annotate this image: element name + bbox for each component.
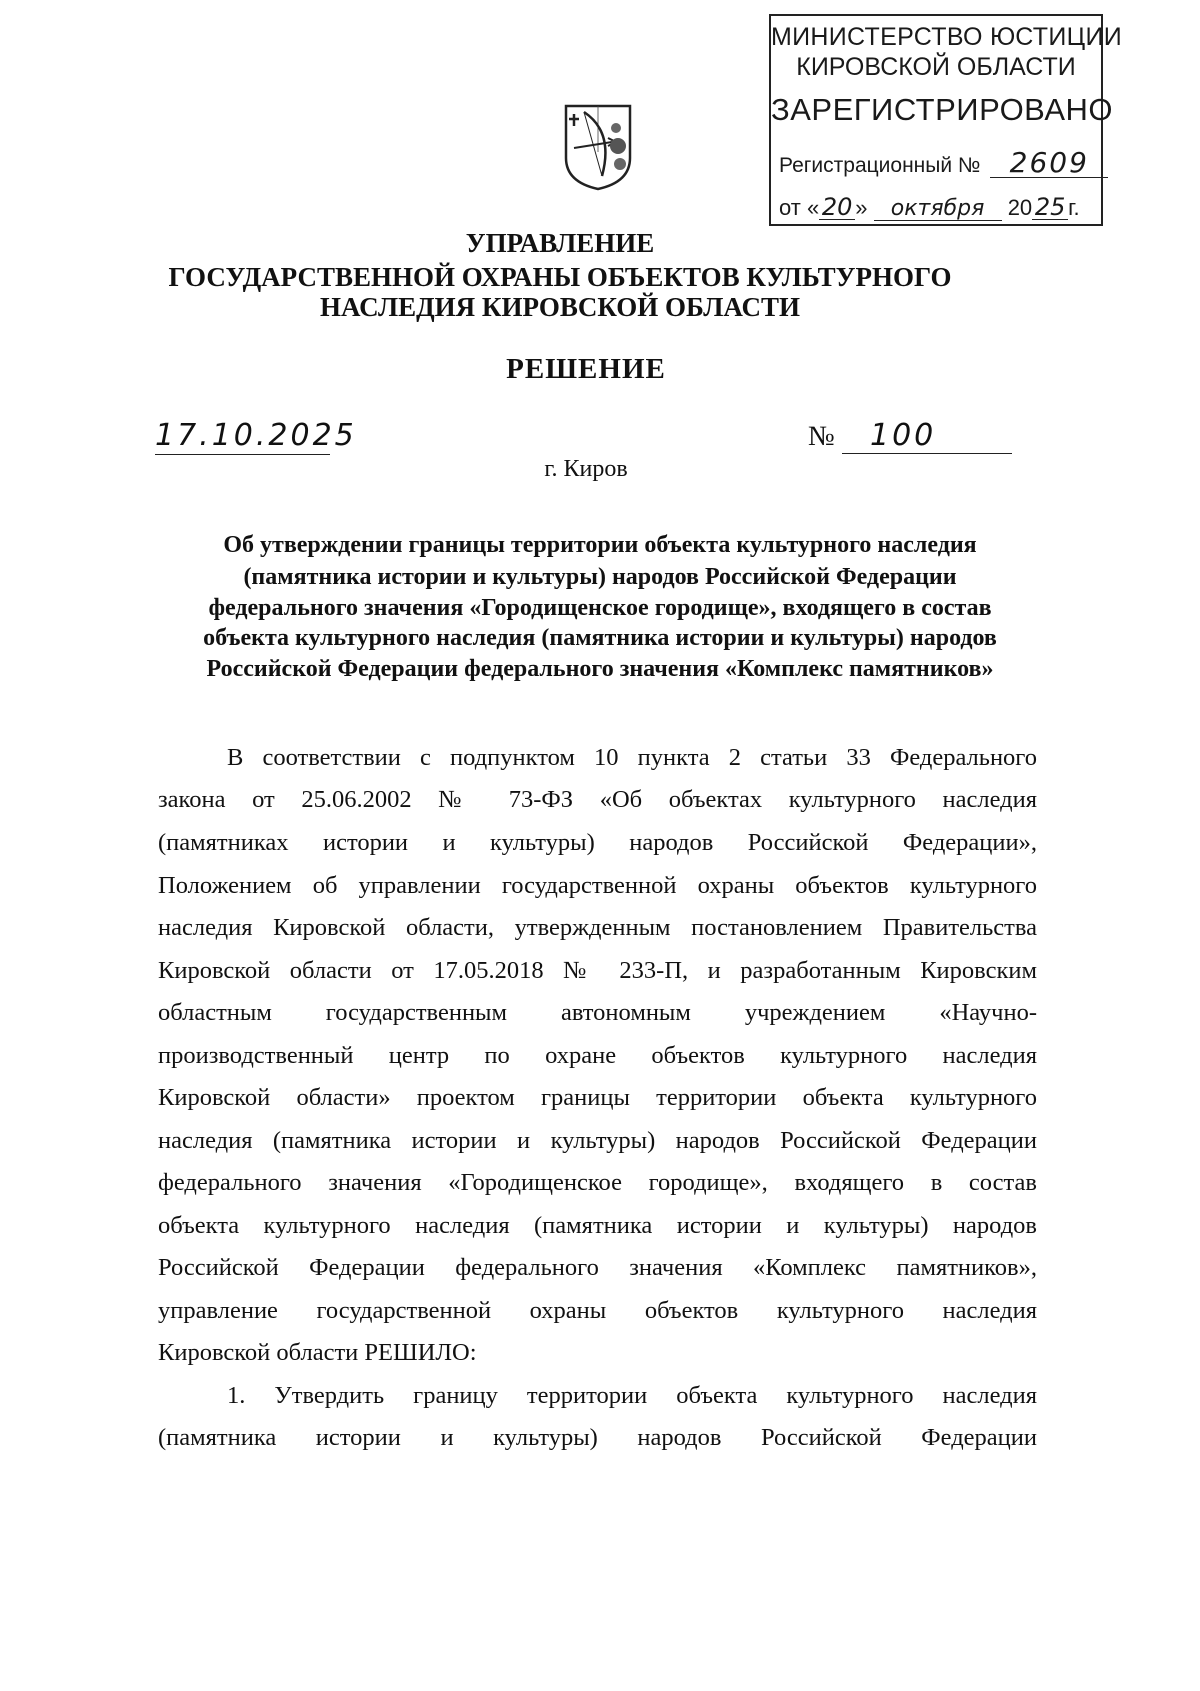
stamp-registered: ЗАРЕГИСТРИРОВАНО bbox=[771, 92, 1114, 127]
stamp-year-prefix: 20 bbox=[1007, 195, 1033, 220]
stamp-month-field bbox=[874, 197, 1002, 221]
body-line-1: В соответствии с подпунктом 10 пункта 2 статьи 33 Федерального bbox=[227, 744, 1037, 771]
body-line-6: Кировской области от 17.05.2018 № 233-П, и разработанным Кировским bbox=[158, 957, 1037, 984]
body-line-3: (памятниках истории и культуры) народов Российской Федерации», bbox=[158, 829, 1037, 856]
stamp-reg-number-field bbox=[990, 146, 1108, 179]
agency-name-line-1: УПРАВЛЕНИЕ bbox=[465, 228, 655, 258]
body-line-16: 1. Утвердить границу территории объекта культурного наследия bbox=[227, 1382, 1037, 1409]
stamp-day-field bbox=[819, 195, 855, 220]
body-line-4: Положением об управлении государственной охраны объектов культурного bbox=[158, 872, 1037, 899]
title-line-2: (памятника истории и культуры) народов Российской Федерации bbox=[243, 564, 957, 590]
body-line-8: производственный центр по охране объектов культурного наследия bbox=[158, 1042, 1037, 1069]
stamp-date-prefix: от « bbox=[779, 195, 820, 220]
body-line-7: областным государственным автономным учреждением «Научно- bbox=[158, 999, 1037, 1026]
body-line-5: наследия Кировской области, утвержденным постановлением Правительства bbox=[158, 914, 1037, 941]
stamp-reg-number: 2609 bbox=[1009, 146, 1089, 179]
title-line-5: Российской Федерации федерального значения «Комплекс памятников» bbox=[206, 656, 994, 682]
agency-name-line-2: ГОСУДАРСТВЕННОЙ ОХРАНЫ ОБЪЕКТОВ КУЛЬТУРНОГО bbox=[168, 262, 952, 292]
document-number: 100 bbox=[842, 418, 1012, 454]
document-number-label: № bbox=[808, 421, 835, 452]
stamp-year-end: г. bbox=[1068, 195, 1080, 220]
stamp-date-row bbox=[779, 195, 1080, 221]
kirov-coat-of-arms-icon bbox=[562, 102, 634, 192]
body-line-14: управление государственной охраны объектов культурного наследия bbox=[158, 1297, 1037, 1324]
title-line-1: Об утверждении границы территории объекта культурного наследия bbox=[223, 532, 977, 558]
agency-name-line-3: НАСЛЕДИЯ КИРОВСКОЙ ОБЛАСТИ bbox=[320, 292, 800, 322]
stamp-year-field bbox=[1032, 195, 1068, 220]
stamp-reg-row bbox=[779, 146, 1108, 179]
registration-stamp bbox=[769, 14, 1122, 226]
stamp-date-mid: » bbox=[855, 195, 868, 220]
document-date: 17.10.2025 bbox=[155, 418, 357, 453]
title-line-3: федерального значения «Городищенское городище», входящего в состав bbox=[208, 595, 992, 621]
title-line-4: объекта культурного наследия (памятника истории и культуры) народов bbox=[203, 625, 997, 651]
stamp-day: 20 bbox=[821, 193, 853, 221]
body-line-13: Российской Федерации федерального значения «Комплекс памятников», bbox=[158, 1254, 1037, 1281]
stamp-ministry: МИНИСТЕРСТВО ЮСТИЦИИ bbox=[771, 23, 1122, 51]
body-line-12: объекта культурного наследия (памятника истории и культуры) народов bbox=[158, 1212, 1037, 1239]
stamp-reg-label: Регистрационный № bbox=[779, 154, 981, 177]
document-type: РЕШЕНИЕ bbox=[506, 353, 666, 385]
stamp-month: октября bbox=[890, 196, 985, 221]
body-line-11: федерального значения «Городищенское городище», входящего в состав bbox=[158, 1169, 1037, 1196]
document-city: г. Киров bbox=[544, 456, 628, 482]
body-line-10: наследия (памятника истории и культуры) народов Российской Федерации bbox=[158, 1127, 1037, 1154]
stamp-region: КИРОВСКОЙ ОБЛАСТИ bbox=[796, 53, 1076, 81]
body-line-15: Кировской области РЕШИЛО: bbox=[158, 1339, 477, 1366]
body-line-2: закона от 25.06.2002 № 73-ФЗ «Об объектах культурного наследия bbox=[158, 786, 1037, 813]
body-line-9: Кировской области» проектом границы территории объекта культурного bbox=[158, 1084, 1037, 1111]
stamp-year-suffix: 25 bbox=[1034, 193, 1066, 221]
body-line-17: (памятника истории и культуры) народов Российской Федерации bbox=[158, 1424, 1037, 1451]
